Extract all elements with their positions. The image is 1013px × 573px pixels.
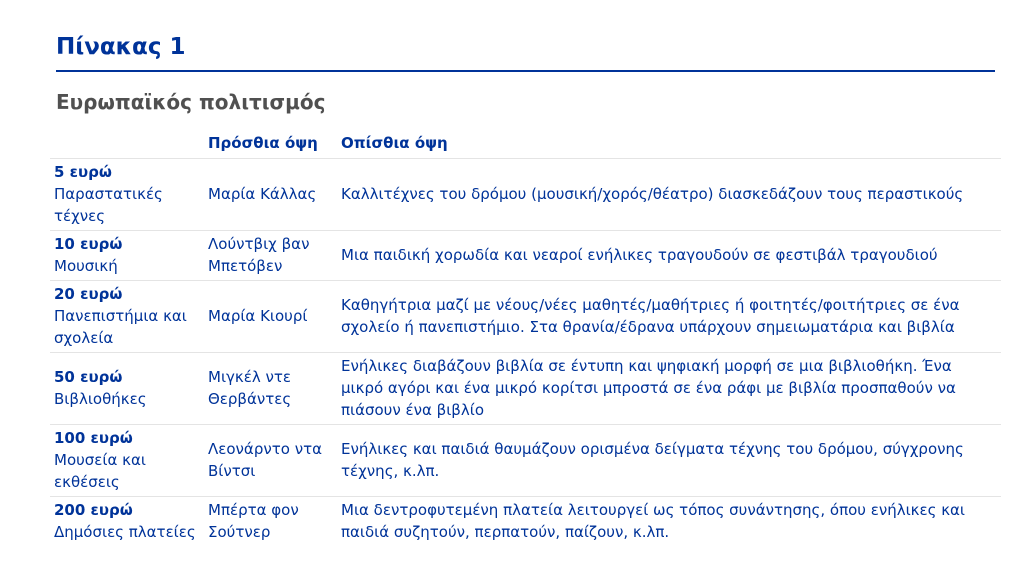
table-header-row [50, 131, 1001, 159]
back-side-cell: Μια δεντροφυτεμένη πλατεία λειτουργεί ως τόπος συνάντησης, όπου ενήλικες και παιδιά συζητούν, περπατούν, παίζουν, κ.λπ. [341, 501, 965, 541]
theme-label: Μουσεία και εκθέσεις [54, 451, 146, 491]
theme-label: Δημόσιες πλατείες [54, 523, 196, 541]
front-side-cell: Μαρία Κάλλας [204, 159, 337, 231]
theme-label: Παραστατικές τέχνες [54, 185, 163, 225]
back-side-cell: Καλλιτέχνες του δρόμου (μουσική/χορός/θέατρο) διασκεδάζουν τους περαστικούς [337, 159, 1001, 231]
front-side-cell: Μιγκέλ ντε Θερβάντες [204, 353, 337, 425]
denomination-cell [50, 281, 204, 353]
denomination-cell [50, 425, 204, 497]
header-back-side: Οπίσθια όψη [337, 131, 1001, 159]
table-row [50, 425, 1001, 497]
front-side-cell: Λούντβιχ βαν Μπετόβεν [204, 231, 337, 281]
denomination-value: 5 ευρώ [54, 163, 112, 181]
table-row [50, 353, 1001, 425]
page-subtitle: Ευρωπαϊκός πολιτισμός [56, 90, 326, 114]
table-row [50, 281, 1001, 353]
denomination-value: 20 ευρώ [54, 285, 123, 303]
table-row [50, 497, 1001, 547]
theme-label: Πανεπιστήμια και σχολεία [54, 307, 187, 347]
title-divider [56, 70, 995, 72]
page-title: Πίνακας 1 [56, 34, 186, 60]
denomination-value: 100 ευρώ [54, 429, 133, 447]
front-side-cell: Μπέρτα φον Σούτνερ [208, 501, 299, 541]
back-side-cell: Ενήλικες και παιδιά θαυμάζουν ορισμένα δείγματα τέχνης του δρόμου, σύγχρονης τέχνης, κ.λπ. [337, 425, 1001, 497]
table-row [50, 159, 1001, 231]
denomination-cell [50, 231, 204, 281]
back-side-cell: Μια παιδική χορωδία και νεαροί ενήλικες τραγουδούν σε φεστιβάλ τραγουδιού [337, 231, 1001, 281]
denomination-value: 200 ευρώ [54, 501, 133, 519]
theme-label: Βιβλιοθήκες [54, 390, 147, 408]
denomination-cell [50, 353, 204, 425]
theme-label: Μουσική [54, 257, 118, 275]
header-denomination [50, 131, 204, 159]
back-side-cell: Ενήλικες διαβάζουν βιβλία σε έντυπη και ψηφιακή μορφή σε μια βιβλιοθήκη. Ένα μικρό αγόρι και ένα μικρό κορίτσι μπροστά σε ένα ράφι με βιβλία προσπαθούν να πιάσουν ένα βιβλίο [337, 353, 1001, 425]
denomination-value: 10 ευρώ [54, 235, 123, 253]
header-front-side: Πρόσθια όψη [204, 131, 337, 159]
front-side-cell: Μαρία Κιουρί [204, 281, 337, 353]
table-row [50, 231, 1001, 281]
banknote-themes-table [50, 131, 1001, 546]
denomination-value: 50 ευρώ [54, 368, 123, 386]
front-side-cell: Λεονάρντο ντα Βίντσι [204, 425, 337, 497]
denomination-cell [50, 497, 204, 547]
back-side-cell: Καθηγήτρια μαζί με νέους/νέες μαθητές/μαθήτριες ή φοιτητές/φοιτήτριες σε ένα σχολείο ή πανεπιστήμιο. Στα θρανία/έδρανα υπάρχουν σημειωματάρια και βιβλία [337, 281, 1001, 353]
denomination-cell [50, 159, 204, 231]
